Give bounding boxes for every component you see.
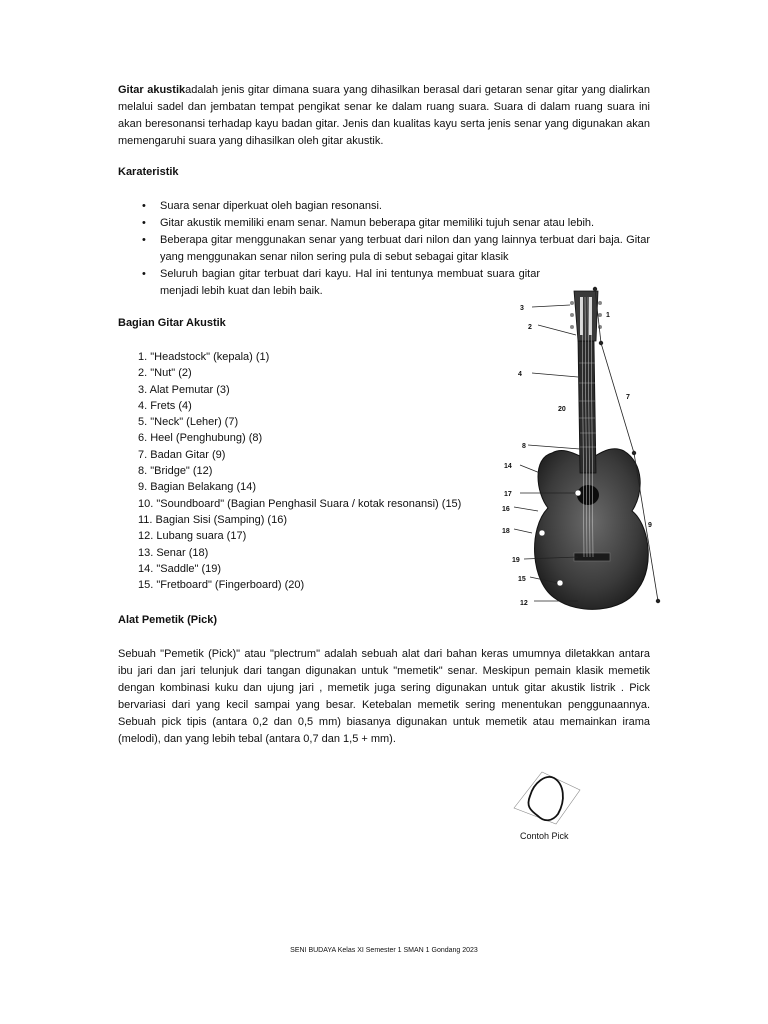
guitar-label: 4 [518,371,522,378]
guitar-label: 1 [606,312,610,319]
guitar-label: 19 [512,557,520,564]
guitar-label: 20 [558,406,566,413]
page-footer: SENI BUDAYA Kelas XI Semester 1 SMAN 1 Gondang 2023 [290,947,478,954]
pick-caption: Contoh Pick [520,831,569,841]
list-item: 12. Lubang suara (17) [138,530,247,543]
pick-paragraph: Sebuah "Pemetik (Pick)" atau "plectrum" adalah sebuah alat dari bahan keras umumnya diletakkan antara ibu jari dan jari telunjuk dari tangan digunakan untuk "memetik" senar. Meskipun pemain klasik memetik dengan kombinasi kuku dan ujung jari , memetik juga sering digunakan untuk gitar akustik listrik . Pick bervariasi dari yang kecil sampai yang besar. Ketebalan memetik sering menentukan penggunaannya. Sebuah pick tipis (antara 0,2 dan 0,5 mm) biasanya digunakan untuk memetik atau memainkan irama (melodi), dan yang lebih tebal (antara 0,7 dan 1,5 + mm). [118,648,650,745]
list-item: 9. Bagian Belakang (14) [138,481,257,494]
guitar-label: 12 [520,600,528,607]
list-item: • Gitar akustik memiliki enam senar. Namun beberapa gitar memiliki tujuh senar atau lebih. [118,215,650,232]
pick-illustration [508,768,582,826]
list-item: • Seluruh bagian gitar terbuat dari kayu. Hal ini tentunya membuat suara gitar menjadi lebih kuat dan lebih baik. [118,266,650,300]
guitar-diagram [498,283,668,613]
guitar-label: 2 [528,324,532,331]
guitar-label: 18 [502,528,510,535]
list-item: 4. Frets (4) [138,399,192,412]
guitar-label: 3 [520,305,524,312]
list-item: • Beberapa gitar menggunakan senar yang terbuat dari nilon dan yang lainnya terbuat dari baja. Gitar yang menggunakan senar nilon sering pula di sebut sebagai gitar klasik [118,232,650,266]
list-item: • Suara senar diperkuat oleh bagian resonansi. [118,198,650,215]
parts-heading: Bagian Gitar Akustik [118,317,226,329]
list-item: 2. "Nut" (2) [138,367,192,380]
characteristics-heading: Karateristik [118,166,179,178]
list-item: 13. Senar (18) [138,546,209,559]
guitar-label: 17 [504,491,512,498]
guitar-label: 14 [504,463,512,470]
guitar-label: 15 [518,576,526,583]
intro-text: adalah jenis gitar dimana suara yang dihasilkan berasal dari getaran senar gitar yang dialirkan melalui sadel dan jembatan tempat pengikat senar ke dalam ruang suara. Suara di dalam ruang suara ini akan beresonansi terhadap kayu badan gitar. Jenis dan kualitas kayu serta jenis senar yang digunakan akan memengaruhi suara yang dihasilkan oleh gitar akustik. [118,84,650,147]
bridge-shape [574,553,610,561]
list-item: 10. "Soundboard" (Bagian Penghasil Suara / kotak resonansi) (15) [138,497,462,510]
pick-shape [528,777,563,820]
guitar-label: 7 [626,394,630,401]
pick-heading: Alat Pemetik (Pick) [118,614,218,626]
list-item: 3. Alat Pemutar (3) [138,383,230,396]
guitar-label: 8 [522,443,526,450]
guitar-neck-shape [578,341,596,473]
guitar-label: 9 [648,522,652,529]
list-item: 7. Badan Gitar (9) [138,448,226,461]
list-item: 14. "Saddle" (19) [138,562,222,575]
headstock-shape [574,291,598,341]
guitar-label: 16 [502,506,510,513]
list-item: 11. Bagian Sisi (Samping) (16) [138,513,287,526]
list-item: 6. Heel (Penghubung) (8) [138,432,263,445]
pick-outline-box [514,772,580,824]
list-item: 8. "Bridge" (12) [138,465,213,478]
list-item: 15. "Fretboard" (Fingerboard) (20) [138,579,305,592]
parts-list [118,349,498,593]
list-item: 1. "Headstock" (kepala) (1) [138,351,270,363]
list-item: 5. "Neck" (Leher) (7) [138,416,239,429]
intro-paragraph [118,82,650,150]
intro-term: Gitar akustik [118,84,186,96]
